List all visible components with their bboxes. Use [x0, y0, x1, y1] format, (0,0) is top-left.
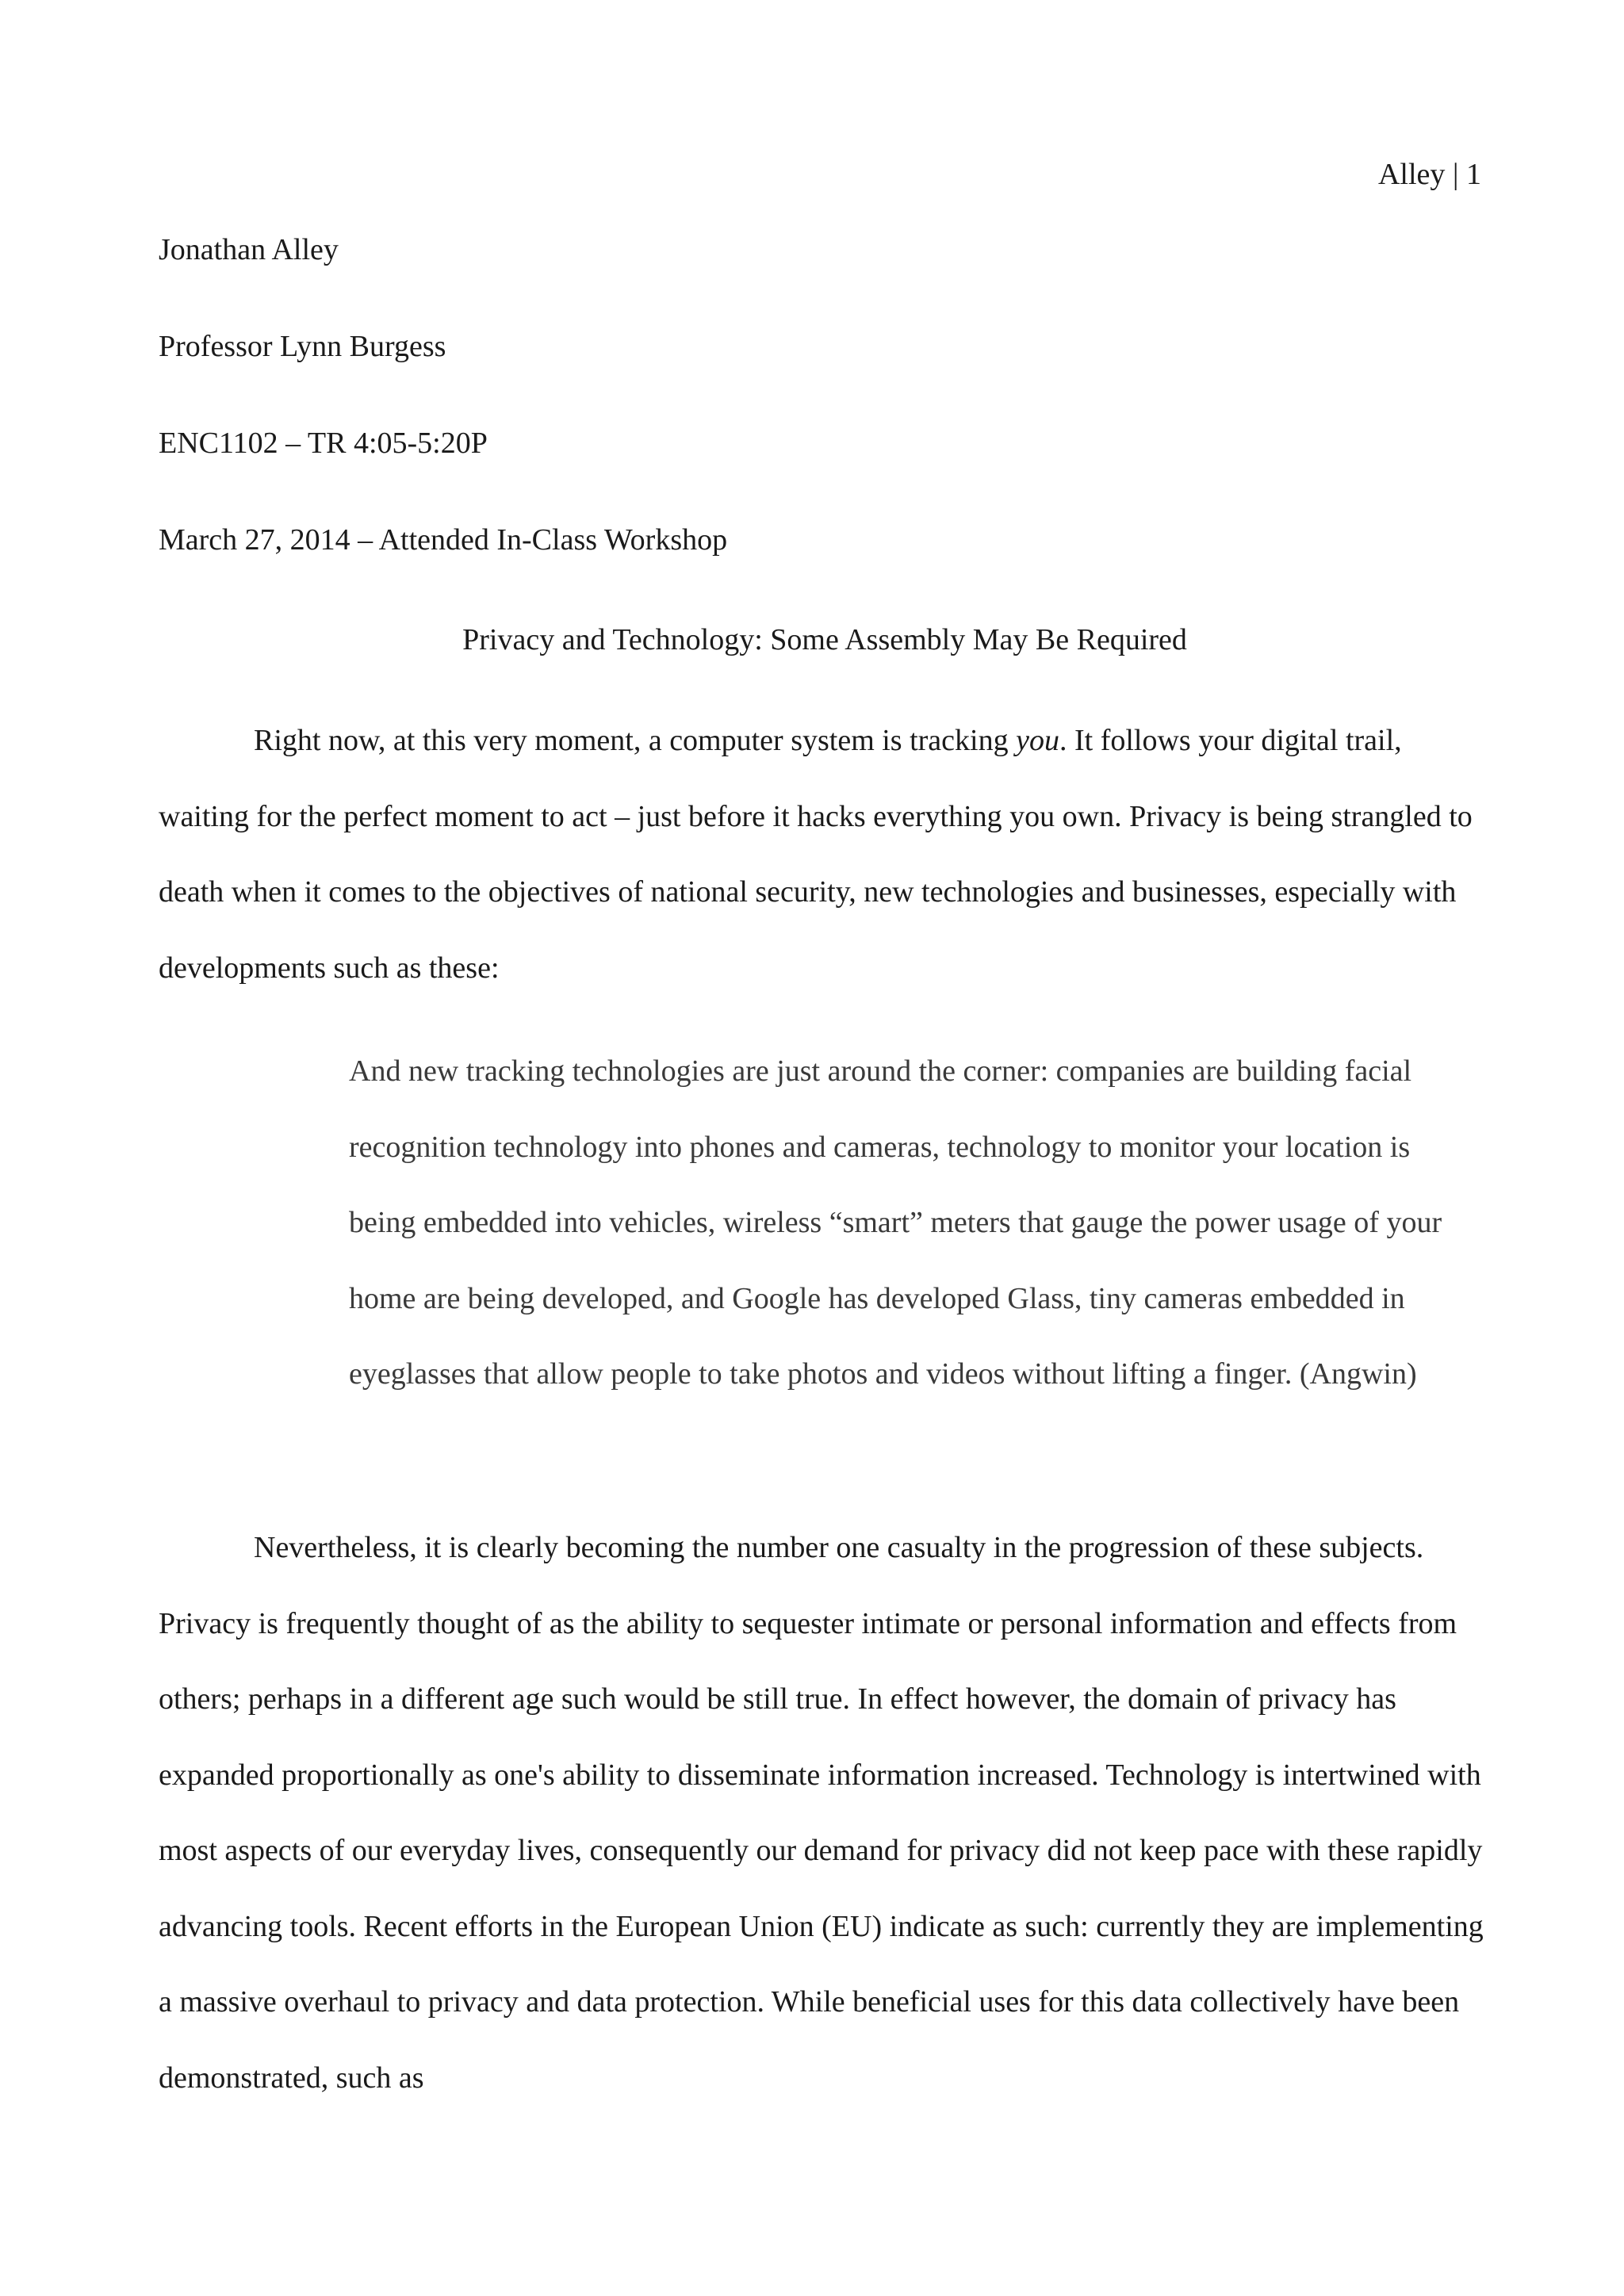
- running-head: Alley | 1: [1377, 158, 1481, 191]
- paper-title: Privacy and Technology: Some Assembly May Be Required: [462, 623, 1187, 656]
- professor-name: Professor Lynn Burgess: [159, 330, 446, 363]
- paragraph-body-text: Nevertheless, it is clearly becoming the number one casualty in the progression of these subjects. Privacy is frequently thought of as the ability to sequester intimate or personal information and effects from others; perhaps in a different age such would be still true. In effect however, the domain of privacy has expanded proportionally as one's ability to disseminate information increased. Technology is intertwined with most aspects of our everyday lives, consequently our demand for privacy did not keep pace with these rapidly advancing tools. Recent efforts in the European Union (EU) indicate as such: currently they are implementing a massive overhaul to privacy and data protection. While beneficial uses for this data collectively have been demonstrated, such as: [159, 1531, 1484, 2095]
- date-line: March 27, 2014 – Attended In-Class Workshop: [159, 523, 728, 557]
- paragraph-intro-text-end: . It follows your digital trail, waiting for the perfect moment to act – just before it hacks everything you own. Privacy is being strangled to death when it comes to the objectives of national security, new technologies and businesses, especially with developments such as these:: [159, 724, 1473, 985]
- paragraph-body: [159, 1510, 1491, 2116]
- paragraph-intro-emphasis: you: [1016, 724, 1059, 757]
- course-info: ENC1102 – TR 4:05-5:20P: [159, 427, 488, 460]
- author-name: Jonathan Alley: [159, 233, 339, 266]
- block-quote: And new tracking technologies are just around the corner: companies are building facial recognition technology into phones and cameras, technology to monitor your location is being embedded into vehicles, wireless “smart” meters that gauge the power usage of your home are being developed, and Google has developed Glass, tiny cameras embedded in eyeglasses that allow people to take photos and videos without lifting a finger. (Angwin): [349, 1054, 1442, 1391]
- mla-heading: [159, 230, 1491, 617]
- paragraph-intro: [159, 703, 1491, 1006]
- paragraph-intro-text-start: Right now, at this very moment, a computer system is tracking: [254, 724, 1017, 757]
